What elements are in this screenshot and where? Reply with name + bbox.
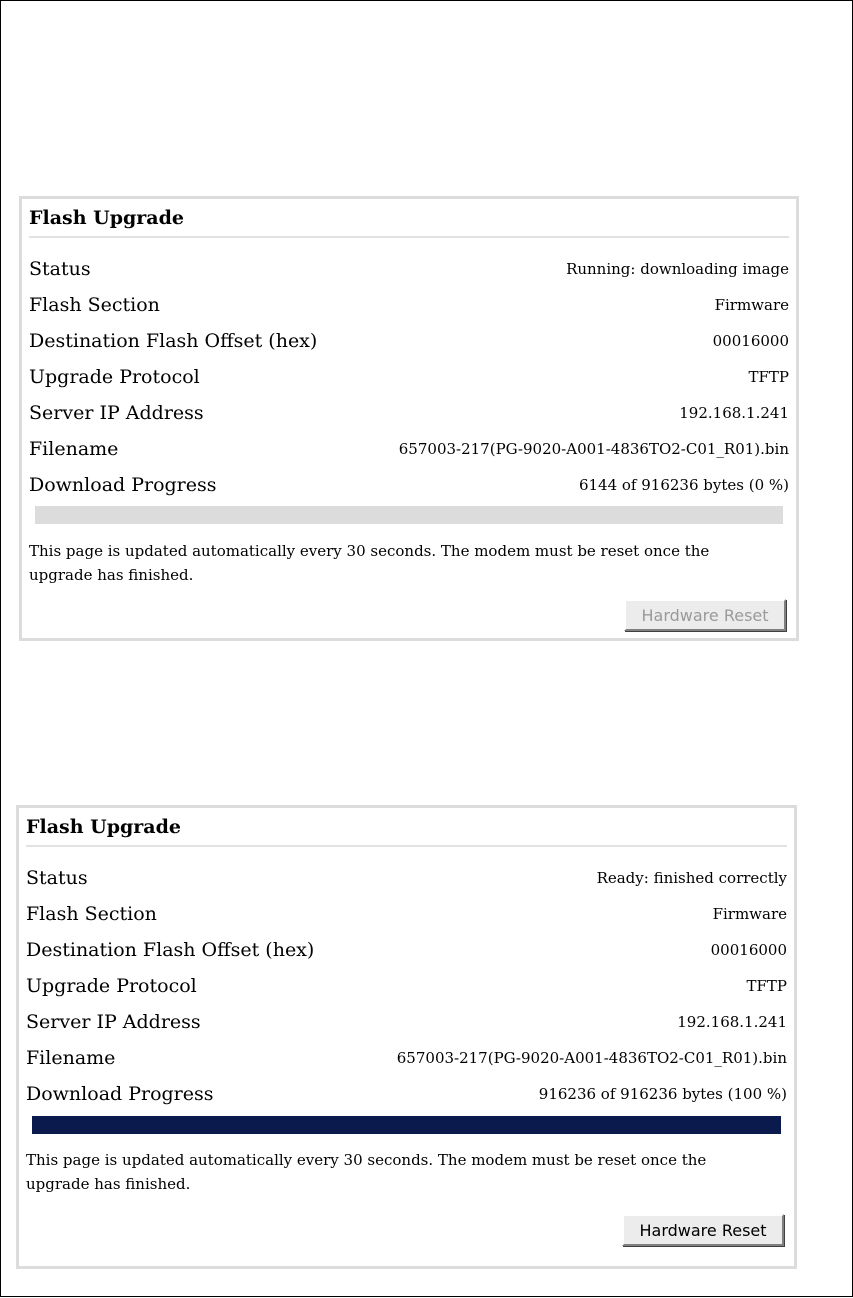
row-flash-offset [26, 936, 787, 964]
download-progress-bar [32, 1116, 781, 1134]
row-label: Download Progress [26, 1083, 214, 1105]
row-server-ip [29, 399, 789, 427]
hardware-reset-button[interactable]: Hardware Reset [624, 599, 786, 631]
row-label: Destination Flash Offset (hex) [26, 939, 315, 961]
row-value: Running: downloading image [566, 260, 789, 278]
row-flash-section [29, 291, 789, 319]
row-filename [26, 1044, 787, 1072]
row-label: Upgrade Protocol [26, 975, 197, 997]
row-value: TFTP [746, 977, 787, 995]
auto-update-note: This page is updated automatically every 30 seconds. The modem must be reset once the upgrade has finished. [26, 1151, 707, 1193]
row-value: 00016000 [710, 941, 787, 959]
row-value: 657003-217(PG-9020-A001-4836TO2-C01_R01).bin [396, 1049, 787, 1067]
row-label: Destination Flash Offset (hex) [29, 330, 318, 352]
auto-update-note: This page is updated automatically every 30 seconds. The modem must be reset once the upgrade has finished. [29, 542, 710, 584]
row-download-progress [29, 471, 789, 499]
row-value: 192.168.1.241 [679, 404, 789, 422]
screenshot-bottom [0, 676, 853, 1297]
row-value: TFTP [748, 368, 789, 386]
flash-upgrade-panel [19, 196, 799, 641]
row-server-ip [26, 1008, 787, 1036]
row-value: 00016000 [712, 332, 789, 350]
row-label: Flash Section [29, 294, 160, 316]
panel-title: Flash Upgrade [29, 207, 789, 238]
row-status [29, 255, 789, 283]
row-value: 916236 of 916236 bytes (100 %) [538, 1085, 787, 1103]
row-label: Server IP Address [29, 402, 204, 424]
row-status [26, 864, 787, 892]
row-label: Filename [26, 1047, 116, 1069]
row-flash-section [26, 900, 787, 928]
row-label: Flash Section [26, 903, 157, 925]
row-flash-offset [29, 327, 789, 355]
row-label: Status [26, 867, 88, 889]
row-label: Filename [29, 438, 119, 460]
row-upgrade-protocol [26, 972, 787, 1000]
row-value: 192.168.1.241 [677, 1013, 787, 1031]
row-label: Download Progress [29, 474, 217, 496]
flash-upgrade-panel [16, 805, 797, 1269]
row-label: Upgrade Protocol [29, 366, 200, 388]
row-download-progress [26, 1080, 787, 1108]
row-upgrade-protocol [29, 363, 789, 391]
row-value: 6144 of 916236 bytes (0 %) [578, 476, 789, 494]
download-progress-bar [35, 506, 783, 524]
row-label: Server IP Address [26, 1011, 201, 1033]
hardware-reset-button[interactable]: Hardware Reset [622, 1214, 784, 1246]
row-value: Ready: finished correctly [596, 869, 787, 887]
row-value: 657003-217(PG-9020-A001-4836TO2-C01_R01).bin [398, 440, 789, 458]
row-filename [29, 435, 789, 463]
row-value: Firmware [714, 296, 789, 314]
row-value: Firmware [712, 905, 787, 923]
progress-fill [32, 1116, 781, 1134]
panel-title: Flash Upgrade [26, 816, 787, 847]
row-label: Status [29, 258, 91, 280]
